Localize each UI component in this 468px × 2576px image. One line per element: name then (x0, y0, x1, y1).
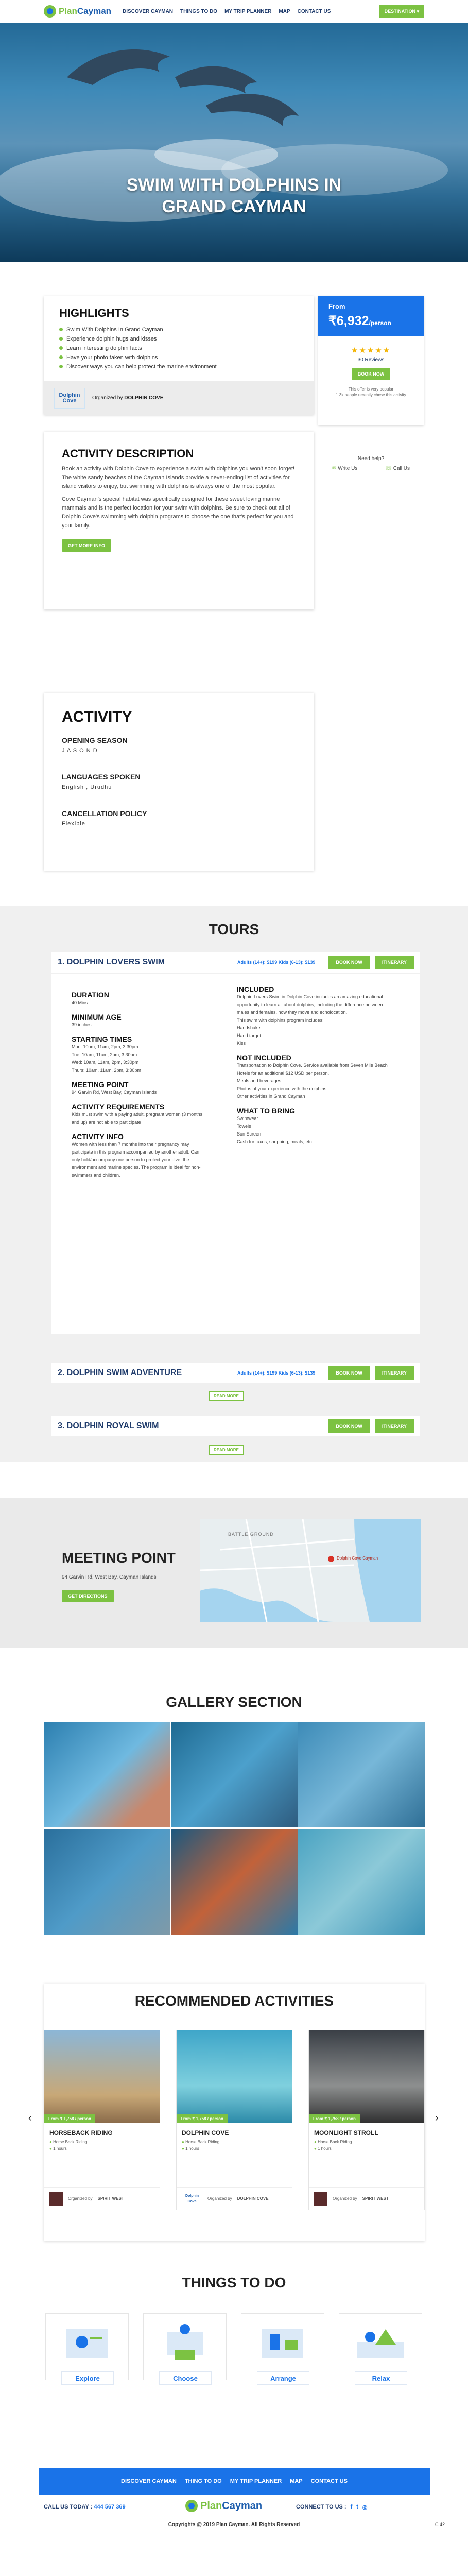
clock-icon: ● (49, 2146, 52, 2151)
tour-row-lovers-swim (51, 952, 420, 973)
help-title: Need help? (357, 456, 385, 462)
activity-photo (44, 2030, 160, 2123)
itinerary-button[interactable]: ITINERARY (375, 956, 414, 969)
meeting-point-section (0, 1498, 468, 1648)
highlights-title: HIGHLIGHTS (59, 307, 129, 319)
facebook-icon[interactable]: f (350, 2504, 353, 2510)
top-navbar (0, 0, 468, 23)
cancellation-label: CANCELLATION POLICY (62, 809, 147, 818)
description-title: ACTIVITY DESCRIPTION (62, 447, 194, 460)
instagram-icon[interactable]: ◎ (362, 2504, 368, 2511)
horse-icon: ● (49, 2140, 52, 2144)
footer-link-discover[interactable]: DISCOVER CAYMAN (121, 2478, 177, 2484)
gallery-title: GALLERY SECTION (166, 1694, 302, 1710)
site-footer (0, 2463, 468, 2576)
organizer-name: DOLPHIN COVE (124, 395, 164, 401)
choose-illustration (144, 2314, 227, 2370)
get-more-info-button[interactable]: GET MORE INFO (62, 539, 111, 552)
horse-icon: ● (182, 2140, 184, 2144)
thing-label: Arrange (257, 2371, 309, 2385)
tour-included-column: INCLUDED Dolphin Lovers Swim in Dolphin Cove includes an amazing educational opportunity to learn all about dolphins, including the difference between males and females, how they move and echolocation. This swim with dolphins program includes: Handshake Hand target Kiss NOT INCLUDED Transportation to Dolphin Cove. Service available from Seven Mile Beach Hotels for an additional $12 USD per person. Meals and beverages Photos of your experience with the dolphins Other activities in Grand Cayman WHAT TO BRING Swimwear Towels Sun Screen Cash for taxes, shopping, meals, etc. (237, 985, 388, 1144)
list-item: Experience dolphin hugs and kisses (59, 334, 299, 344)
itinerary-button[interactable]: ITINERARY (375, 1366, 414, 1380)
list-item: Learn interesting dolphin facts (59, 344, 299, 353)
dolphins-illustration (0, 0, 468, 262)
highlights-list (59, 325, 299, 371)
nav-things-to-do[interactable]: THINGS TO DO (180, 8, 218, 14)
description-card (44, 432, 314, 609)
arrange-illustration (241, 2314, 325, 2370)
site-logo[interactable]: PlanCayman (44, 5, 111, 18)
corner-badge: C 42 (435, 2522, 445, 2527)
map-pin-label: Dolphin Cove Cayman (337, 1556, 378, 1561)
footer-link-map[interactable]: MAP (290, 2478, 303, 2484)
write-us-button[interactable]: ✉ Write Us (332, 466, 358, 471)
organizer-bar: Dolphin Cove Organized by DOLPHIN COVE (44, 381, 314, 415)
mail-icon: ✉ (332, 466, 337, 471)
opening-season-value: J A S O N D (62, 748, 98, 754)
copyright-text: Copyrights @ 2019 Plan Cayman. All Rights Reserved (168, 2522, 300, 2528)
logo-icon (44, 5, 56, 18)
footer-nav (39, 2468, 430, 2495)
languages-label: LANGUAGES SPOKEN (62, 773, 141, 781)
tour-detail-panel (51, 974, 420, 1334)
nav-links (123, 9, 331, 14)
tour-name: 3. DOLPHIN ROYAL SWIM (58, 1421, 159, 1430)
rating-stars: ★★★★★ (351, 346, 391, 355)
book-now-button[interactable]: BOOK NOW (328, 1419, 370, 1433)
activity-photo (309, 2030, 424, 2123)
gallery-photo[interactable] (44, 1722, 170, 1827)
opening-season-label: OPENING SEASON (62, 736, 128, 744)
activity-name: DOLPHIN COVE (182, 2129, 229, 2137)
price-box (318, 296, 424, 425)
destination-dropdown[interactable]: DESTINATION ▾ (379, 5, 424, 18)
description-paragraph: Book an activity with Dolphin Cove to experience a swim with dolphins you won't soon forget! The white sandy beaches of the Cayman Islands provide a never-ending list of activities for island visitors to enjoy, but swimming with dolphins is always one of the most popular. (62, 466, 295, 489)
organizer-logo (314, 2192, 327, 2206)
list-item: Discover ways you can help protect the marine environment (59, 362, 299, 371)
recommended-title: RECOMMENDED ACTIVITIES (134, 1993, 334, 2009)
nav-map[interactable]: MAP (279, 8, 290, 14)
gallery-photo[interactable] (298, 1722, 425, 1827)
phone-number[interactable]: 444 567 369 (94, 2504, 126, 2510)
footer-link-planner[interactable]: MY TRIP PLANNER (230, 2478, 282, 2484)
book-now-button[interactable]: BOOK NOW (328, 1366, 370, 1380)
price-tag: From ₹ 1,758 / person (44, 2114, 95, 2123)
thing-relax[interactable] (339, 2313, 422, 2380)
footer-link-things[interactable]: THING TO DO (184, 2478, 222, 2484)
footer-logo[interactable]: PlanCayman (185, 2500, 262, 2512)
dolphin-cove-logo: Dolphin Cove (54, 388, 85, 409)
get-directions-button[interactable]: GET DIRECTIONS (62, 1590, 114, 1602)
tour-prices: Adults (14+): $199 Kids (6-13): $139 (237, 960, 316, 965)
tour-info-column: DURATION 40 Mins MINIMUM AGE 39 inches STARTING TIMES Mon: 10am, 11am, 2pm, 3:30pm Tue: 10am, 11am, 2pm, 3:30pm Wed: 10am, 11am, 2pm, 3:30pm Thurs: 10am, 11am, 2pm, 3:30pm MEETING POINT 94 Garvin Rd, West Bay, Cayman Islands ACTIVITY REQUIREMENTS Kids must swim with a paying adult, pregnant women (3 months and up) are not able to participate ACTIVITY INFO Women with less than 7 months into their pregnancy may participate in this program accompanied by another adult. Can only hold/accompany one person to protect your dive, the environment and marine species. The program is ideal for non-swimmers and children. (62, 979, 216, 1298)
location-map[interactable] (200, 1519, 421, 1622)
list-item: Swim With Dolphins In Grand Cayman (59, 325, 299, 334)
clock-icon: ● (314, 2146, 317, 2151)
thing-arrange[interactable] (241, 2313, 324, 2380)
price-amount: ₹6,932/person (328, 314, 391, 328)
price-tag: From ₹ 1,758 / person (309, 2114, 360, 2123)
footer-link-contact[interactable]: CONTACT US (310, 2478, 348, 2484)
organizer-logo: Dolphin Cove (182, 2192, 202, 2206)
read-more-button[interactable]: READ MORE (209, 1391, 244, 1401)
hero-title: SWIM WITH DOLPHINS IN GRAND CAYMAN (126, 175, 342, 216)
price-tag: From ₹ 1,758 / person (177, 2114, 228, 2123)
thing-explore[interactable] (45, 2313, 129, 2380)
activity-card-horseback[interactable]: From ₹ 1,758 / person HORSEBACK RIDING ● Horse Back Riding ● 1 hours Organized by SPIRIT WEST (44, 2030, 160, 2210)
itinerary-button[interactable]: ITINERARY (375, 1419, 414, 1433)
activity-card-dolphin-cove[interactable]: From ₹ 1,758 / person DOLPHIN COVE ● Horse Back Riding ● 1 hours Dolphin Cove Organized by DOLPHIN COVE (176, 2030, 292, 2210)
thing-label: Explore (61, 2371, 114, 2385)
logo-icon (185, 2500, 198, 2512)
thing-choose[interactable] (143, 2313, 227, 2380)
tour-name: 1. DOLPHIN LOVERS SWIM (58, 958, 165, 967)
call-us-button[interactable]: ☏ Call Us (385, 466, 410, 471)
phone-icon: ☏ (385, 466, 392, 471)
carousel-prev-icon[interactable]: ‹ (28, 2112, 32, 2124)
horse-icon: ● (314, 2140, 317, 2144)
activity-card (44, 693, 314, 871)
nav-discover-cayman[interactable]: DISCOVER CAYMAN (123, 8, 174, 14)
price-from-label: From (328, 302, 345, 310)
recommended-section (44, 1984, 425, 2241)
cancellation-value: Flexible (62, 821, 85, 827)
organizer-logo (49, 2192, 63, 2206)
description-paragraph: Cove Cayman's special habitat was specifically designed for these sweet loving marine mammals and is the perfect location for your swim with dolphins. Be sure to check out all of Dolphin Cove's swimming with dolphin programs to choose the one that's perfect for you and your family. (62, 496, 294, 529)
read-more-button[interactable]: READ MORE (209, 1445, 244, 1455)
gallery-photo[interactable] (44, 1829, 170, 1935)
activity-name: MOONLIGHT STROLL (314, 2129, 378, 2137)
call-us-text: CALL US TODAY : 444 567 369 (44, 2504, 126, 2510)
activity-photo (177, 2030, 292, 2123)
book-now-button[interactable]: BOOK NOW (352, 368, 391, 380)
carousel-next-icon[interactable]: › (435, 2112, 439, 2124)
highlights-card (44, 296, 314, 415)
tours-title: TOURS (209, 921, 259, 937)
gallery-photo[interactable] (171, 1722, 298, 1827)
clock-icon: ● (182, 2146, 184, 2151)
nav-my-trip-planner[interactable]: MY TRIP PLANNER (224, 8, 272, 14)
gallery-photo[interactable] (298, 1829, 425, 1935)
hero-banner (0, 0, 468, 262)
activity-title: ACTIVITY (62, 708, 132, 725)
languages-value: English , Urudhu (62, 784, 112, 790)
twitter-icon[interactable]: t (356, 2504, 358, 2510)
meeting-title: MEETING POINT (62, 1550, 176, 1566)
tour-prices: Adults (14+): $199 Kids (6-13): $139 (237, 1370, 316, 1376)
tour-row-royal-swim (51, 1416, 420, 1436)
gallery-photo[interactable] (171, 1829, 298, 1935)
things-title: THINGS TO DO (182, 2275, 286, 2291)
thing-label: Relax (355, 2371, 407, 2385)
explore-illustration (46, 2314, 129, 2370)
list-item: Have your photo taken with dolphins (59, 353, 299, 362)
activity-name: HORSEBACK RIDING (49, 2129, 113, 2137)
reviews-link[interactable]: 30 Reviews (357, 357, 385, 363)
nav-contact-us[interactable]: CONTACT US (297, 8, 331, 14)
popular-note: This offer is very popular 1.3k people recently chose this activity (336, 387, 406, 397)
help-box (318, 456, 424, 471)
book-now-button[interactable]: BOOK NOW (328, 956, 370, 969)
map-label: BATTLE GROUND (228, 1532, 274, 1537)
social-links: CONNECT TO US : f t ◎ (296, 2504, 368, 2511)
meeting-address: 94 Garvin Rd, West Bay, Cayman Islands (62, 1574, 157, 1580)
tour-row-swim-adventure (51, 1363, 420, 1383)
activity-card-moonlight-stroll[interactable]: From ₹ 1,758 / person MOONLIGHT STROLL ● Horse Back Riding ● 1 hours Organized by SPIRIT WEST (308, 2030, 425, 2210)
tour-name: 2. DOLPHIN SWIM ADVENTURE (58, 1368, 182, 1377)
relax-illustration (339, 2314, 423, 2370)
thing-label: Choose (159, 2371, 212, 2385)
